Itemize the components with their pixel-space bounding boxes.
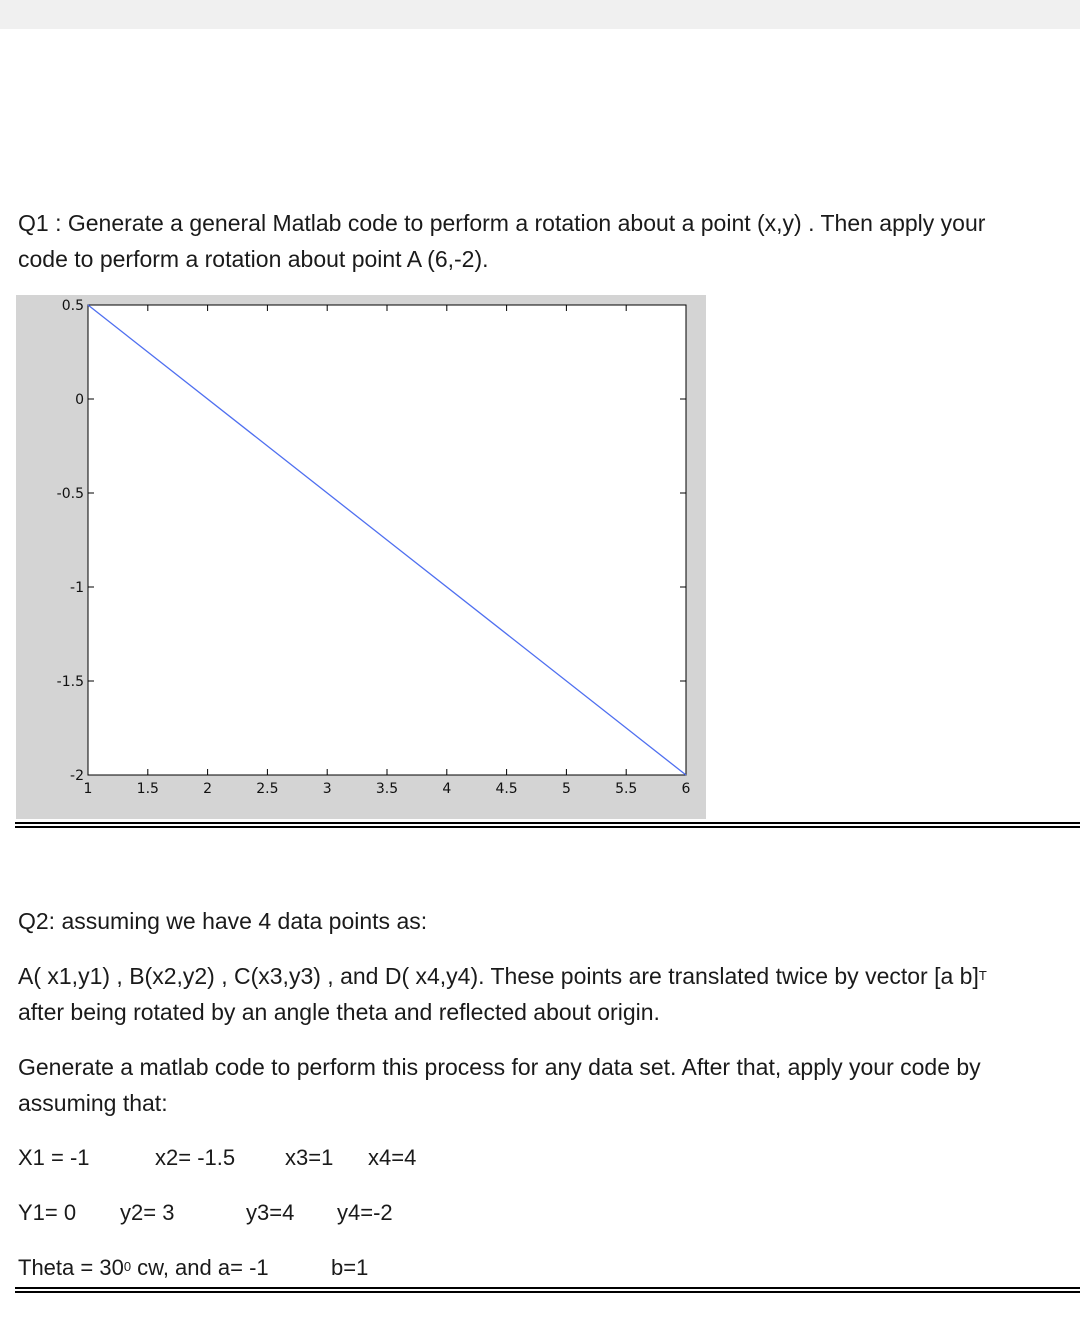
x-tick-label: 5.5: [615, 781, 638, 797]
degree-sup: 0: [123, 1259, 132, 1274]
q2-desc-line-1: [18, 958, 987, 998]
value-x2: x2= -1.5: [155, 1145, 236, 1170]
y-tick-label: 0: [75, 392, 84, 408]
y-tick-label: -0.5: [56, 486, 84, 502]
x-tick-label: 6: [681, 781, 691, 797]
double-rule-2: [15, 1287, 1080, 1293]
value-y1: Y1= 0: [18, 1200, 77, 1225]
theta-value: Theta = 30: [18, 1255, 124, 1280]
y-tick-label: -2: [70, 768, 84, 784]
x-tick-label: 1: [83, 781, 93, 797]
x-tick-label: 3.5: [375, 781, 399, 797]
value-y4: y4=-2: [337, 1200, 393, 1225]
x-tick-label: 2.5: [256, 781, 279, 797]
value-x4: x4=4: [368, 1145, 417, 1170]
top-bar: [0, 0, 1080, 29]
x-tick-label: 4: [442, 781, 452, 797]
y-tick-label: -1.5: [56, 674, 84, 690]
q2-task-line-2: assuming that:: [18, 1090, 168, 1116]
q1-line-1: Q1 : Generate a general Matlab code to perform a rotation about a point (x,y) . Then apply your: [18, 210, 986, 236]
y-tick-label: -1: [70, 580, 84, 596]
q2-desc-text: A( x1,y1) , B(x2,y2) , C(x3,y3) , and D( x4,y4). These points are translated twice by vector [a b]: [18, 963, 979, 989]
x-tick-label: 3: [322, 781, 332, 797]
theta-direction-a: cw, and a= -1: [131, 1255, 269, 1280]
line-plot: [16, 295, 706, 819]
x-tick-label: 5: [561, 781, 571, 797]
q1-line-2: code to perform a rotation about point A (6,-2).: [18, 246, 489, 272]
transpose-sup: T: [978, 968, 987, 983]
y-tick-label: 0.5: [61, 298, 84, 314]
double-rule-1: [15, 822, 1080, 828]
x-tick-label: 4.5: [495, 781, 518, 797]
matlab-figure: [16, 295, 706, 819]
q2-task-line-1: Generate a matlab code to perform this process for any data set. After that, apply your code by: [18, 1054, 981, 1080]
theta-line: [18, 1253, 269, 1286]
value-b: b=1: [331, 1255, 369, 1280]
x-tick-label: 2: [203, 781, 213, 797]
q2-intro: Q2: assuming we have 4 data points as:: [18, 908, 428, 934]
q2-desc-line-2: after being rotated by an angle theta and reflected about origin.: [18, 999, 660, 1025]
value-x3: x3=1: [285, 1145, 334, 1170]
value-y2: y2= 3: [120, 1200, 175, 1225]
value-x1: X1 = -1: [18, 1145, 90, 1170]
x-tick-label: 1.5: [136, 781, 159, 797]
value-y3: y3=4: [246, 1200, 295, 1225]
